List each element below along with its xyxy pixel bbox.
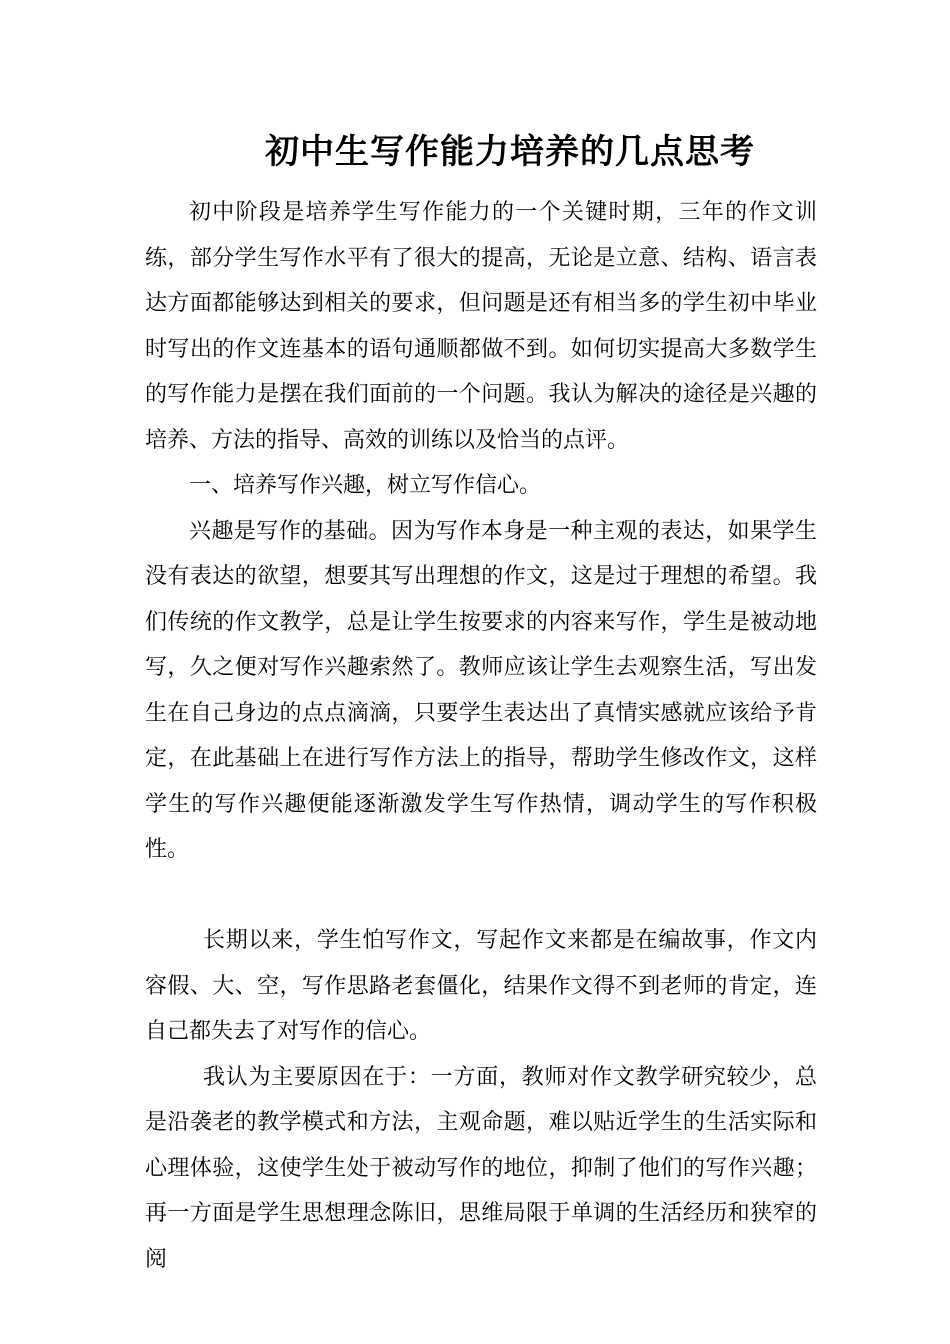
paragraph-intro: 初中阶段是培养学生写作能力的一个关键时期，三年的作文训练，部分学生写作水平有了很大的提高，无论是立意、结构、语言表达方面都能够达到相关的要求，但问题是还有相当多的学生初中毕业时写出的作文连基本的语句通顺都做不到。如何切实提高大多数学生的写作能力是摆在我们面前的一个问题。我认为解决的途径是兴趣的培养、方法的指导、高效的训练以及恰当的点评。 — [145, 200, 817, 453]
paragraph-fear-of-writing: 长期以来，学生怕写作文，写起作文来都是在编故事，作文内容假、大、空，写作思路老套僵化，结果作文得不到老师的肯定，连自己都失去了对写作的信心。 — [145, 928, 817, 1044]
document-title: 初中生写作能力培养的几点思考 — [265, 132, 755, 172]
paragraph-gap — [145, 873, 817, 919]
paragraph-main-reasons: 我认为主要原因在于：一方面，教师对作文教学研究较少，总是沿袭老的教学模式和方法，主观命题，难以贴近学生的生活实际和心理体验，这使学生处于被动写作的地位，抑制了他们的写作兴趣；再一方面是学生思想理念陈旧，思维局限于单调的生活经历和狭窄的阅 — [145, 1064, 817, 1272]
document-body — [145, 190, 817, 1282]
paragraph-interest: 兴趣是写作的基础。因为写作本身是一种主观的表达，如果学生没有表达的欲望，想要其写出理想的作文，这是过于理想的希望。我们传统的作文教学，总是让学生按要求的内容来写作，学生是被动地写，久之便对写作兴趣索然了。教师应该让学生去观察生活，写出发生在自己身边的点点滴滴，只要学生表达出了真情实感就应该给予肯定，在此基础上在进行写作方法上的指导，帮助学生修改作文，这样学生的写作兴趣便能逐渐激发学生写作热情，调动学生的写作积极性。 — [145, 518, 817, 862]
section-heading-1: 一、培养写作兴趣，树立写作信心。 — [189, 473, 542, 498]
